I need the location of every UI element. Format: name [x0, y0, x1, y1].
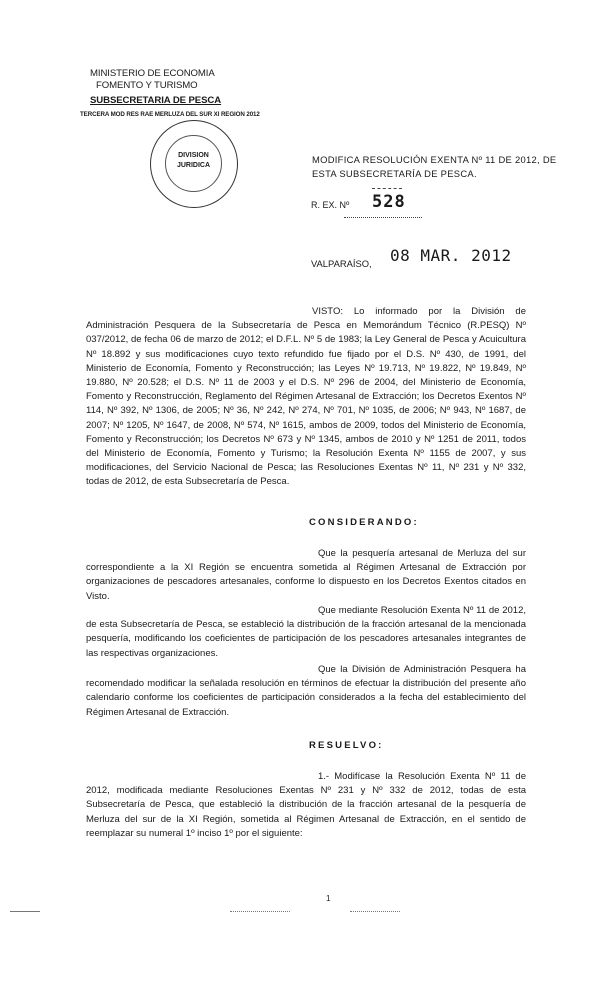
- visto-paragraph: [86, 305, 526, 490]
- seal-line2: JURIDICA: [176, 162, 211, 169]
- resolution-number-underline: [344, 217, 422, 218]
- seal-line1: DIVISION: [178, 152, 209, 159]
- seal-inner-ring: [165, 135, 222, 192]
- considerando-item-1: [86, 547, 526, 604]
- considerando-text-3: Que la División de Administración Pesquera ha recomendado modificar la señalada resolución en términos de efectuar la distribución del presente año calendario conforme los coeficientes de participación considerados a la fecha del establecimiento del Régimen Artesanal de Extracción.: [86, 664, 526, 718]
- footer-rule-center: [230, 911, 290, 912]
- resuelvo-item-1: [86, 770, 526, 841]
- considerando-heading: CONSIDERANDO:: [309, 517, 419, 528]
- ministry-name: MINISTERIO DE ECONOMIA: [90, 68, 215, 79]
- considerando-item-2: [86, 604, 526, 661]
- resuelvo-heading: RESUELVO:: [309, 740, 384, 751]
- subsecretaria-name: SUBSECRETARIA DE PESCA: [90, 95, 222, 106]
- division-juridica-seal: [150, 120, 238, 208]
- considerando-text-1: Que la pesquería artesanal de Merluza del sur correspondiente a la XI Región se encuentra sometida al Régimen Artesanal de Extracción por organizaciones de pescadores artesanales, conforme lo dispuesto en los Decretos Exentos citados en Visto.: [86, 548, 526, 602]
- place: VALPARAÍSO,: [311, 258, 372, 269]
- resolution-number-overline: [372, 188, 402, 189]
- resolution-label: R. EX. Nº: [311, 200, 350, 210]
- file-reference: TERCERA MOD RES RAE MERLUZA DEL SUR XI REGION 2012: [80, 111, 260, 118]
- footer-rule-right: [350, 911, 400, 912]
- resolution-number: 528: [372, 192, 406, 212]
- date-stamp: 08 MAR. 2012: [390, 246, 512, 265]
- visto-text: VISTO: Lo informado por la División de Administración Pesquera de la Subsecretaría de Pesca en Memorándum Técnico (R.PESQ) Nº 037/2012, de fecha 06 de marzo de 2012; el D.F.L. Nº 5 de 1983; la Ley General de Pesca y Acuicultura Nº 18.892 y sus modificaciones cuyo texto refundido fue fijado por el D.S. Nº 430, de 1991, del Ministerio de Economía, Fomento y Reconstrucción; las Leyes Nº 19.713, Nº 19.822, Nº 19.849, Nº 19.880, Nº 20.528; el D.S. Nº 11 de 2003 y el D.S. Nº 296 de 2004, del Ministerio de Economía, Fomento y Reconstrucción, Reglamento del Régimen Artesanal de Extracción; los Decretos Exentos Nº 114, Nº 392, Nº 1306, de 2005; Nº 36, Nº 242, Nº 274, Nº 701, Nº 1035, de 2006; Nº 943, Nº 1687, de 2007; Nº 1205, Nº 1647, de 2008, Nº 574, Nº 1615, ambos de 2009, todos del Ministerio de Economía, Fomento y Reconstrucción; los Decretos Nº 673 y Nº 1345, ambos de 2010 y Nº 1251 de 2011, todos del Ministerio de Economía, Fomento y Turismo; la Resolución Exenta Nº 1155 de 2007, y sus modificaciones, del Servicio Nacional de Pesca; las Resoluciones Exentas Nº 11, Nº 231 y Nº 332, todas de 2012, de esta Subsecretaría de Pesca.: [86, 306, 526, 488]
- considerando-text-2: Que mediante Resolución Exenta Nº 11 de 2012, de esta Subsecretaría de Pesca, se estableció la distribución de la fracción artesanal de la mencionada pesquería, modificando los coeficientes de participación de los pescadores artesanales integrantes de las respectivas organizaciones.: [86, 605, 526, 659]
- considerando-item-3: [86, 663, 526, 720]
- footer-rule-left: [10, 911, 40, 912]
- resuelvo-text-1: 1.- Modifícase la Resolución Exenta Nº 11 de 2012, modificada mediante Resoluciones Exentas Nº 231 y Nº 332 de 2012, todas de esta Subsecretaría de Pesca, que estableció la distribución de la fracción artesanal de la pesquería de Merluza del sur de la XI Región, sometida al Régimen Artesanal de Extracción, en el sentido de reemplazar su numeral 1º inciso 1º por el siguiente:: [86, 771, 526, 839]
- document-title: MODIFICA RESOLUCIÓN EXENTA Nº 11 DE 2012, DE ESTA SUBSECRETARÍA DE PESCA.: [312, 154, 557, 179]
- ministry-subname: FOMENTO Y TURISMO: [96, 80, 198, 91]
- page-number: 1: [326, 894, 331, 903]
